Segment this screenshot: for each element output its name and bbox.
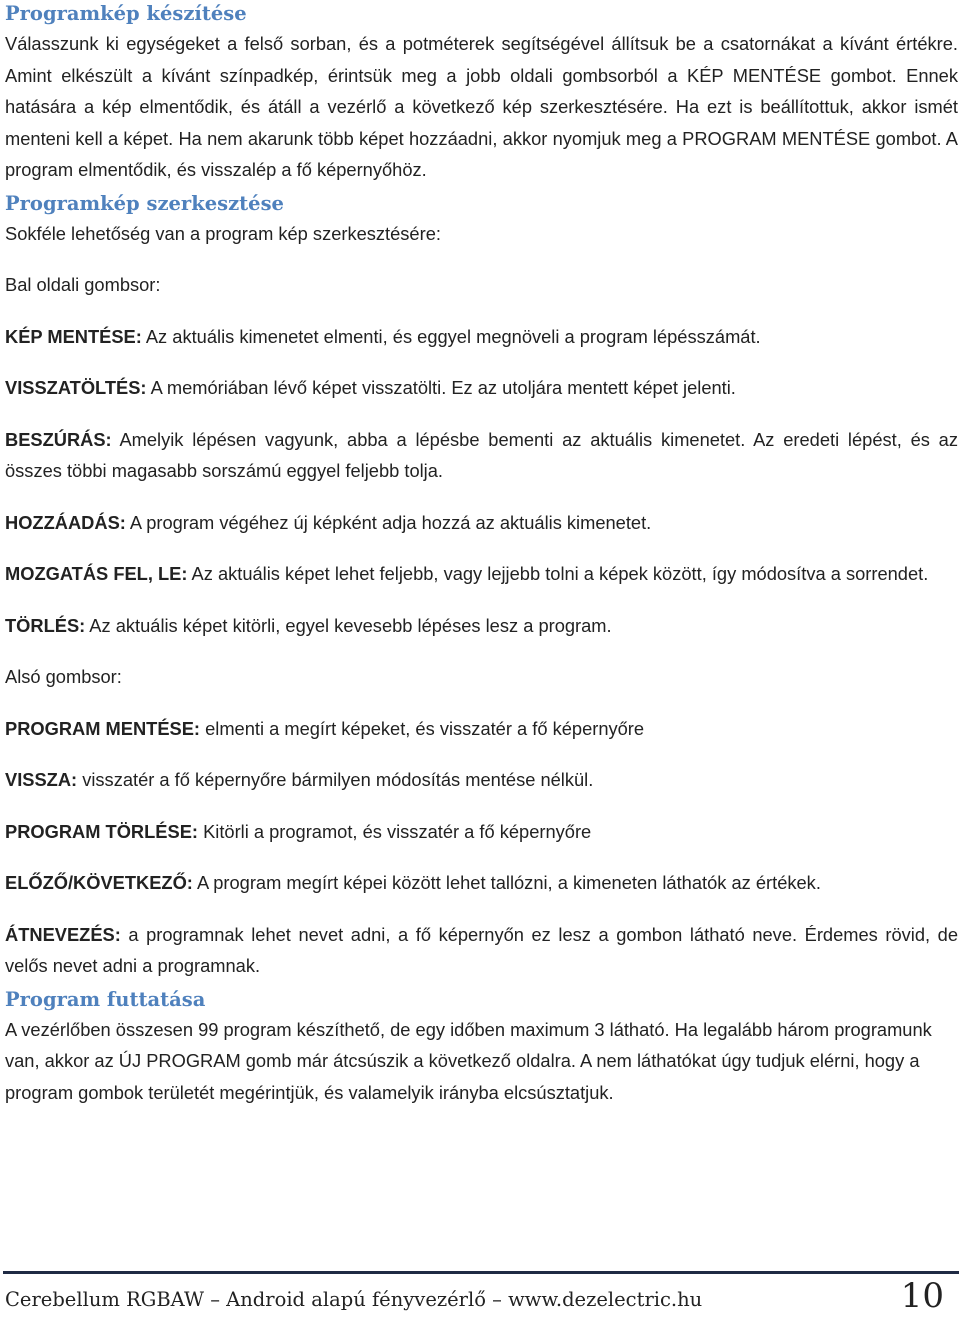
definition-desc: a programnak lehet nevet adni, a fő képernyőn ez lesz a gombon látható neve. Érdemes rövid, de velős nevet adni a programnak. — [5, 923, 958, 976]
definition-item — [5, 610, 958, 642]
section-heading-program-futtatasa: Program futtatása — [5, 987, 206, 1011]
definition-desc: A memóriában lévő képet visszatölti. Ez az utoljára mentett képet jelenti. — [146, 377, 736, 398]
document-page — [5, 0, 958, 1108]
definition-term: ELŐZŐ/KÖVETKEZŐ: — [5, 872, 193, 893]
definition-item — [5, 713, 958, 745]
definition-term: MOZGATÁS FEL, LE: — [5, 563, 188, 584]
definition-desc: visszatér a fő képernyőre bármilyen módosítás mentése nélkül. — [77, 769, 594, 790]
definition-desc: Az aktuális kimenetet elmenti, és eggyel megnöveli a program lépésszámát. — [141, 325, 761, 347]
definition-item — [5, 867, 958, 899]
definition-item — [5, 558, 958, 590]
definition-term: HOZZÁADÁS: — [5, 511, 126, 533]
definition-item — [5, 424, 958, 487]
definition-term: BESZÚRÁS: — [5, 428, 112, 450]
definition-term: PROGRAM TÖRLÉSE: — [5, 820, 198, 842]
definition-term: VISSZATÖLTÉS: — [5, 377, 147, 398]
left-buttons-label: Bal oldali gombsor: — [5, 274, 161, 295]
footer-divider — [3, 1271, 959, 1274]
definition-desc: Az aktuális képet kitörli, egyel kevesebb lépéses lesz a program. — [85, 614, 612, 636]
definition-desc: A program végéhez új képként adja hozzá az aktuális kimenetet. — [125, 511, 652, 533]
definition-item — [5, 507, 958, 539]
section-paragraph: Válasszunk ki egységeket a felső sorban, és a potméterek segítségével állítsuk be a csatornákat a kívánt értékre. Amint elkészült a kívánt színpadkép, érintsük meg a jobb oldali gombsorból a KÉP MENTÉSE gombot. Ennek hatására a kép elmentődik, és átáll a vezérlő a következő kép szerkesztésére. Ha ezt is beállítottuk, akkor ismét menteni kell a képet. Ha nem akarunk több képet hozzáadni, akkor nyomjuk meg a PROGRAM MENTÉSE gombot. A program elmentődik, és visszalép a fő képernyőhöz. — [5, 33, 958, 180]
definition-item — [5, 321, 958, 353]
definition-term: TÖRLÉS: — [5, 614, 86, 636]
bottom-buttons-label: Alsó gombsor: — [5, 666, 122, 687]
page-number: 10 — [900, 1276, 944, 1316]
definition-term: KÉP MENTÉSE: — [5, 325, 142, 347]
definition-term: ÁTNEVEZÉS: — [5, 923, 121, 945]
definition-desc: Amelyik lépésen vagyunk, abba a lépésbe bementi az aktuális kimenetet. Az eredeti lépést, és az összes többi magasabb sorszámú eggyel feljebb tolja. — [5, 428, 958, 481]
intro-text: Sokféle lehetőség van a program kép szerkesztésére: — [5, 222, 441, 244]
definition-term: VISSZA: — [5, 769, 78, 790]
definition-item — [5, 764, 958, 796]
section-paragraph: A vezérlőben összesen 99 program készíthető, de egy időben maximum 3 látható. Ha legalább három programunk van, akkor az ÚJ PROGRAM gomb már átcsúszik a következő oldalra. A nem láthatókat úgy tudjuk elérni, hogy a program gombok területét megérintjük, és valamelyik irányba elcsúsztatjuk. — [5, 1018, 932, 1103]
definition-desc: Az aktuális képet lehet feljebb, vagy lejjebb tolni a képek között, így módosítva a sorrendet. — [187, 563, 929, 584]
definition-desc: elmenti a megírt képeket, és visszatér a fő képernyőre — [200, 717, 645, 739]
section-heading-programkep-szerkesztese: Programkép szerkesztése — [5, 191, 284, 215]
definition-desc: Kitörli a programot, és visszatér a fő képernyőre — [197, 820, 592, 842]
definition-term: PROGRAM MENTÉSE: — [5, 717, 201, 739]
section-heading-programkep-keszitese: Programkép készítése — [5, 2, 247, 25]
definition-item — [5, 919, 958, 982]
footer-text: Cerebellum RGBAW – Android alapú fényvezérlő – www.dezelectric.hu — [5, 1288, 703, 1311]
definition-desc: A program megírt képei között lehet tallózni, a kimeneten láthatók az értékek. — [192, 872, 821, 893]
definition-item — [5, 372, 958, 404]
definition-item — [5, 816, 958, 848]
